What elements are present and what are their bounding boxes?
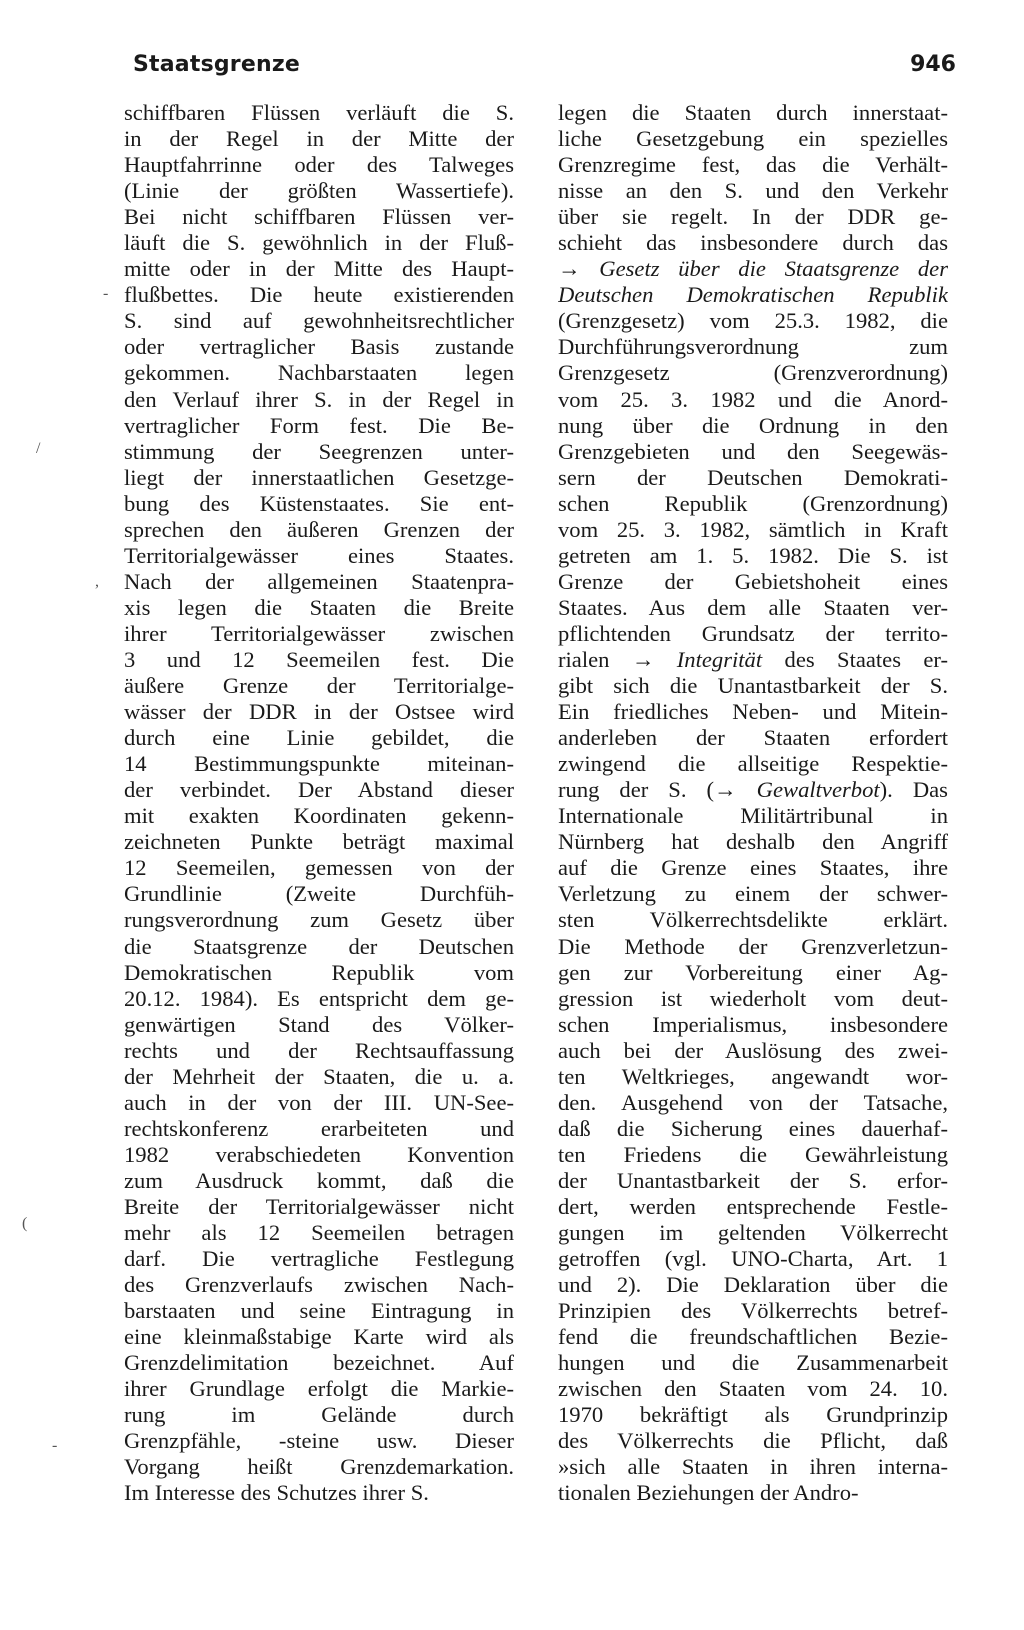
text-line: tionalen Beziehungen der Andro- (558, 1480, 859, 1506)
text-line: darf. Die vertragliche Festlegung (124, 1246, 514, 1272)
margin-mark: - (103, 285, 109, 302)
text-line: Grenzregime fest, das die Verhält- (558, 152, 948, 178)
text-line: stimmung der Seegrenzen unter- (124, 438, 514, 464)
text-line: den Verlauf ihrer S. in der Regel in (124, 386, 514, 412)
margin-mark: , (95, 573, 99, 590)
text-line: wässer der DDR in der Ostsee wird (124, 699, 514, 725)
text-line: Internationale Militärtribunal in (558, 803, 948, 829)
text-line: in der Regel in der Mitte der (124, 126, 514, 152)
right-text-column (558, 100, 948, 1507)
margin-mark: - (52, 1437, 58, 1454)
text-line: rungsverordnung zum Gesetz über (124, 907, 514, 933)
text-line: Grundlinie (Zweite Durchfüh- (124, 881, 514, 907)
text-line: 1970 bekräftigt als Grundprinzip (558, 1402, 948, 1428)
text-line: 20.12. 1984). Es entspricht dem ge- (124, 985, 514, 1011)
text-line: auf die Grenze eines Staates, ihre (558, 855, 948, 881)
text-line: schiffbaren Flüssen verläuft die S. (124, 100, 514, 125)
text-line: gression ist wiederholt vom deut- (558, 985, 948, 1011)
text-fragment: rung der S. ( (558, 777, 715, 803)
text-line: auch bei der Auslösung des zwei- (558, 1037, 948, 1063)
text-line: zeichneten Punkte beträgt maximal (124, 829, 514, 855)
text-line: nisse an den S. und den Verkehr (558, 178, 948, 204)
text-line: rechts und der Rechtsauffassung (124, 1037, 514, 1063)
text-line: zwingend die allseitige Respektie- (558, 751, 948, 777)
text-line: der verbindet. Der Abstand dieser (124, 777, 514, 803)
text-line: liegt der innerstaatlichen Gesetzge- (124, 464, 514, 490)
text-line: ten Friedens die Gewährleistung (558, 1141, 948, 1167)
text-line: gibt sich die Unantastbarkeit der S. (558, 673, 948, 699)
text-line (558, 777, 948, 803)
text-line: Breite der Territorialgewässer nicht (124, 1193, 514, 1219)
margin-mark: / (36, 440, 41, 457)
text-line: vom 25. 3. 1982, sämtlich in Kraft (558, 516, 948, 542)
text-line: vertraglicher Form fest. Die Be- (124, 412, 514, 438)
text-line: der Unantastbarkeit der S. erfor- (558, 1167, 948, 1193)
text-fragment: rialen (558, 646, 610, 672)
margin-mark: ( (22, 1215, 28, 1232)
text-line: flußbettes. Die heute existierenden (124, 282, 514, 308)
text-line: schen Republik (Grenzordnung) (558, 490, 948, 516)
text-line: mitte oder in der Mitte des Haupt- (124, 256, 514, 282)
text-line: nung über die Ordnung in den (558, 412, 948, 438)
text-fragment: ). Das (879, 777, 948, 803)
text-line: Verletzung zu einem der schwer- (558, 881, 948, 907)
text-line: vom 25. 3. 1982 und die Anord- (558, 386, 948, 412)
text-line: Hauptfahrrinne oder des Talweges (124, 152, 514, 178)
cross-reference-arrow: → (558, 256, 581, 282)
text-line: 14 Bestimmungspunkte miteinan- (124, 751, 514, 777)
text-line: xis legen die Staaten die Breite (124, 594, 514, 620)
text-line: rung im Gelände durch (124, 1402, 514, 1428)
text-line: Grenzpfähle, -steine usw. Dieser (124, 1428, 514, 1454)
text-line: legen die Staaten durch innerstaat- (558, 100, 948, 125)
text-line: mit exakten Koordinaten gekenn- (124, 803, 514, 829)
text-line: des Grenzverlaufs zwischen Nach- (124, 1272, 514, 1298)
text-line: Nürnberg hat deshalb den Angriff (558, 829, 948, 855)
text-line: gekommen. Nachbarstaaten legen (124, 360, 514, 386)
text-line: Grenzdelimitation bezeichnet. Auf (124, 1350, 514, 1376)
text-line: schieht das insbesondere durch das (558, 230, 948, 256)
text-line: »sich alle Staaten in ihren interna- (558, 1454, 948, 1480)
text-line: den. Ausgehend von der Tatsache, (558, 1089, 948, 1115)
text-line: eine kleinmaßstabige Karte wird als (124, 1324, 514, 1350)
text-line: Durchführungsverordnung zum (558, 334, 948, 360)
text-line: Bei nicht schiffbaren Flüssen ver- (124, 204, 514, 230)
text-line: bung des Küstenstaates. Sie ent- (124, 490, 514, 516)
text-line (558, 647, 948, 673)
text-line: Die Methode der Grenzverletzun- (558, 933, 948, 959)
text-line: getroffen (vgl. UNO-Charta, Art. 1 (558, 1246, 948, 1272)
text-line: und 2). Die Deklaration über die (558, 1272, 948, 1298)
text-line: Grenzgebieten und den Seegewäs- (558, 438, 948, 464)
text-line: 3 und 12 Seemeilen fest. Die (124, 646, 514, 672)
cross-reference-arrow: → (631, 646, 655, 672)
cross-reference-arrow: → (714, 777, 737, 803)
text-line: Grenze der Gebietshoheit eines (558, 568, 948, 594)
text-line: 12 Seemeilen, gemessen von der (124, 855, 514, 881)
text-line: genwärtigen Stand des Völker- (124, 1011, 514, 1037)
text-line: sten Völkerrechtsdelikte erklärt. (558, 907, 948, 933)
text-line: Im Interesse des Schutzes ihrer S. (124, 1480, 429, 1506)
text-line: die Staatsgrenze der Deutschen (124, 933, 514, 959)
text-line: liche Gesetzgebung ein spezielles (558, 126, 948, 152)
text-line: 1982 verabschiedeten Konvention (124, 1141, 514, 1167)
text-line: fend die freundschaftlichen Bezie- (558, 1324, 948, 1350)
text-line: Ein friedliches Neben- und Mitein- (558, 699, 948, 725)
text-line: gen zur Vorbereitung einer Ag- (558, 959, 948, 985)
text-line: mehr als 12 Seemeilen betragen (124, 1220, 514, 1246)
text-line: über sie regelt. In der DDR ge- (558, 204, 948, 230)
text-line: S. sind auf gewohnheitsrechtlicher (124, 308, 514, 334)
text-line: läuft die S. gewöhnlich in der Fluß- (124, 230, 514, 256)
text-line: rechtskonferenz erarbeiteten und (124, 1115, 514, 1141)
text-line: ihrer Grundlage erfolgt die Markie- (124, 1376, 514, 1402)
cross-reference-link[interactable]: Gewaltverbot (756, 777, 880, 803)
text-line: sern der Deutschen Demokrati- (558, 464, 948, 490)
text-line: getreten am 1. 5. 1982. Die S. ist (558, 542, 948, 568)
text-line: (Linie der größten Wassertiefe). (124, 178, 514, 204)
text-line: ihrer Territorialgewässer zwischen (124, 620, 514, 646)
text-line: daß die Sicherung eines dauerhaf- (558, 1115, 948, 1141)
cross-reference-link[interactable]: Gesetz über die Staatsgrenze der (599, 256, 948, 282)
text-line: Territorialgewässer eines Staates. (124, 542, 514, 568)
text-line: gungen im geltenden Völkerrecht (558, 1220, 948, 1246)
text-line: äußere Grenze der Territorialge- (124, 673, 514, 699)
text-line: Demokratischen Republik vom (124, 959, 514, 985)
text-line: dert, werden entsprechende Festle- (558, 1193, 948, 1219)
text-line: anderleben der Staaten erfordert (558, 725, 948, 751)
text-line: pflichtenden Grundsatz der territo- (558, 620, 948, 646)
text-line: ten Weltkrieges, angewandt wor- (558, 1063, 948, 1089)
cross-reference-link[interactable]: Integrität (676, 646, 763, 672)
text-line (558, 282, 948, 308)
text-line: Nach der allgemeinen Staatenpra- (124, 568, 514, 594)
text-line: zum Ausdruck kommt, daß die (124, 1167, 514, 1193)
text-line (558, 256, 948, 282)
text-fragment: des Staates er- (784, 646, 948, 672)
text-line: Staates. Aus dem alle Staaten ver- (558, 594, 948, 620)
text-line: der Mehrheit der Staaten, die u. a. (124, 1063, 514, 1089)
text-line: hungen und die Zusammenarbeit (558, 1350, 948, 1376)
text-line: Grenzgesetz (Grenzverordnung) (558, 360, 948, 386)
cross-reference-link[interactable]: Deutschen Demokratischen Republik (558, 282, 948, 308)
text-line: Vorgang heißt Grenzdemarkation. (124, 1454, 514, 1480)
text-line: zwischen den Staaten vom 24. 10. (558, 1376, 948, 1402)
text-line: sprechen den äußeren Grenzen der (124, 516, 514, 542)
text-line: auch in der von der III. UN-See- (124, 1089, 514, 1115)
page-header-title: Staatsgrenze (133, 52, 300, 77)
text-line: des Völkerrechts die Pflicht, daß (558, 1428, 948, 1454)
page-number: 946 (910, 52, 956, 77)
text-line: oder vertraglicher Basis zustande (124, 334, 514, 360)
text-line: barstaaten und seine Eintragung in (124, 1298, 514, 1324)
left-text-column (124, 100, 514, 1507)
text-line: durch eine Linie gebildet, die (124, 725, 514, 751)
text-line: (Grenzgesetz) vom 25.3. 1982, die (558, 308, 948, 334)
text-line: Prinzipien des Völkerrechts betref- (558, 1298, 948, 1324)
text-line: schen Imperialismus, insbesondere (558, 1011, 948, 1037)
